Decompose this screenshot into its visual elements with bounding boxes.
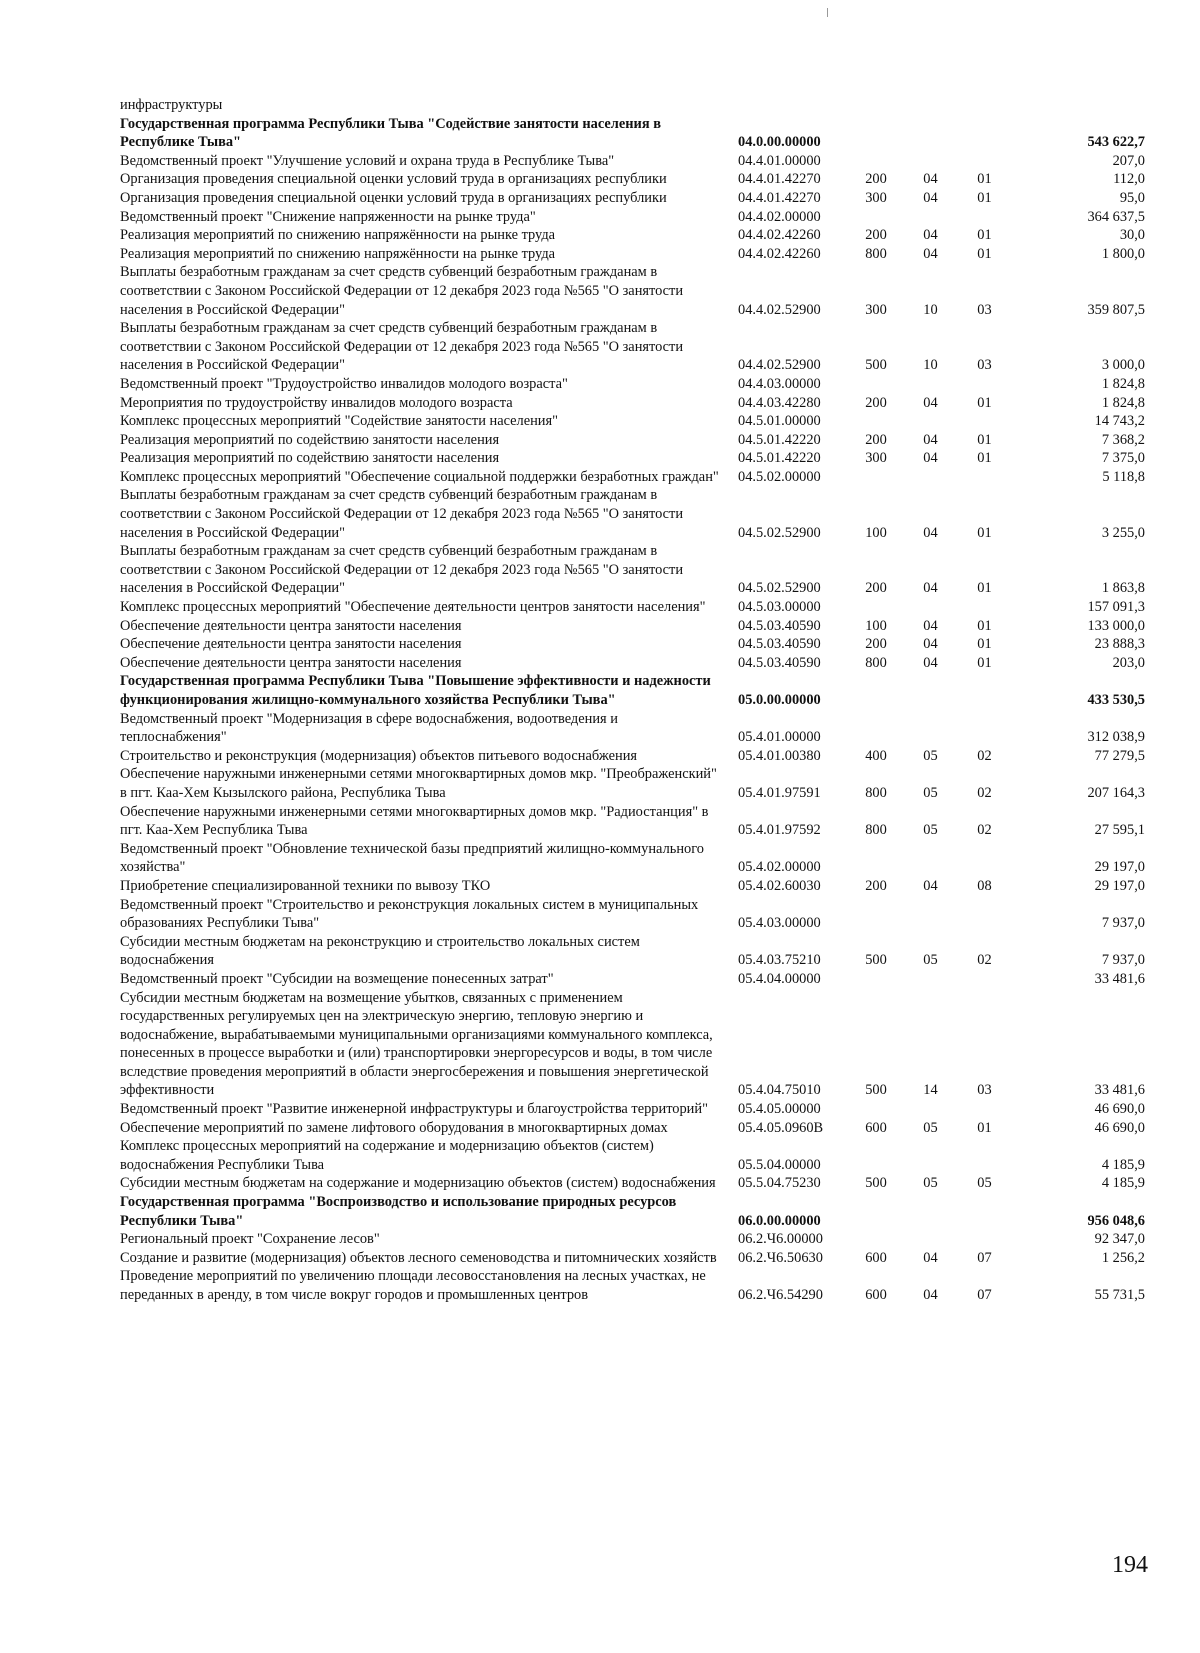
expense-type-cell: 800 (865, 784, 887, 801)
target-article-cell: 04.5.03.40590 (738, 617, 821, 634)
subsection-cell (956, 412, 1013, 431)
amount-cell: 33 481,6 (1094, 1082, 1145, 1099)
subsection-cell (956, 1137, 1013, 1174)
subsection-cell: 07 (977, 1287, 992, 1303)
section-cell (905, 1193, 956, 1230)
section-cell (905, 115, 956, 152)
subsection-cell (956, 208, 1013, 227)
table-row (120, 617, 1145, 636)
expense-type-cell: 800 (865, 822, 887, 839)
table-row (120, 598, 1145, 617)
expense-name-cell: Обеспечение наружными инженерными сетями многоквартирных домов мкр. "Преображенский" в пгт. Каа-Хем Кызылского района, Республика Тыва (120, 766, 717, 801)
expense-name-cell: Ведомственный проект "Строительство и реконструкция локальных систем в муниципальных образованиях Республики Тыва" (120, 896, 699, 932)
target-article-cell: 05.4.01.00380 (738, 747, 821, 764)
target-article-cell: 05.4.01.97591 (738, 784, 821, 801)
amount-cell: 7 375,0 (1101, 450, 1145, 467)
expense-name-cell: Комплекс процессных мероприятий "Обеспечение деятельности центров занятости населения" (120, 599, 706, 616)
target-article-cell: 04.5.01.42220 (738, 450, 821, 467)
amount-cell: 433 530,5 (1087, 692, 1145, 708)
target-article-cell: 04.4.03.00000 (738, 375, 821, 392)
amount-cell: 4 185,9 (1101, 1156, 1145, 1173)
expense-type-cell (847, 672, 905, 709)
expense-type-cell: 100 (865, 617, 887, 634)
amount-cell: 14 743,2 (1094, 413, 1145, 430)
table-row (120, 226, 1145, 245)
expense-name-cell: Комплекс процессных мероприятий "Содействие занятости населения" (120, 413, 559, 430)
section-cell: 04 (923, 450, 938, 467)
target-article-cell (729, 96, 847, 115)
target-article-cell: 05.5.04.75230 (738, 1175, 821, 1192)
table-row (120, 375, 1145, 394)
subsection-cell (956, 96, 1013, 115)
expense-type-cell (847, 1137, 905, 1174)
expense-type-cell: 200 (865, 394, 887, 411)
expense-name-cell: Строительство и реконструкция (модернизация) объектов питьевого водоснабжения (120, 747, 638, 764)
section-cell: 10 (923, 301, 938, 318)
expense-type-cell: 300 (865, 301, 887, 318)
subsection-cell: 07 (977, 1249, 992, 1266)
section-cell: 05 (923, 1175, 938, 1192)
table-row (120, 96, 1145, 115)
target-article-cell: 05.4.02.60030 (738, 877, 821, 894)
subsection-cell: 05 (977, 1175, 992, 1192)
expense-type-cell (847, 598, 905, 617)
expense-type-cell (847, 970, 905, 989)
amount-cell: 29 197,0 (1094, 859, 1145, 876)
section-cell: 04 (923, 877, 938, 894)
target-article-cell: 04.4.02.42260 (738, 227, 821, 244)
amount-cell: 1 863,8 (1101, 580, 1145, 597)
expense-type-cell (847, 1193, 905, 1230)
amount-cell: 95,0 (1119, 189, 1145, 206)
target-article-cell: 05.4.04.00000 (738, 970, 821, 987)
section-cell: 05 (923, 822, 938, 839)
expense-type-cell (847, 710, 905, 747)
expense-name-cell: Государственная программа Республики Тыва "Повышение эффективности и надежности функционирования жилищно-коммунального хозяйства Республики Тыва" (120, 673, 711, 708)
amount-cell: 4 185,9 (1101, 1175, 1145, 1192)
expense-name-cell: Ведомственный проект "Снижение напряженности на рынке труда" (120, 208, 536, 225)
amount-cell: 55 731,5 (1094, 1287, 1145, 1303)
amount-cell: 364 637,5 (1087, 208, 1145, 225)
expense-type-cell: 600 (865, 1287, 887, 1303)
expense-type-cell (847, 840, 905, 877)
subsection-cell (956, 970, 1013, 989)
subsection-cell (956, 1193, 1013, 1230)
section-cell (905, 1100, 956, 1119)
subsection-cell: 08 (977, 877, 992, 894)
section-cell (905, 840, 956, 877)
target-article-cell: 04.5.02.00000 (738, 468, 821, 485)
section-cell: 05 (923, 747, 938, 764)
amount-cell (1013, 96, 1145, 115)
table-row (120, 1267, 1145, 1304)
target-article-cell: 04.5.03.40590 (738, 654, 821, 671)
section-cell: 05 (923, 1119, 938, 1136)
expense-type-cell: 200 (865, 227, 887, 244)
subsection-cell: 01 (977, 245, 992, 262)
target-article-cell: 05.0.00.00000 (738, 692, 821, 708)
section-cell: 10 (923, 357, 938, 374)
target-article-cell: 05.4.04.75010 (738, 1082, 821, 1099)
target-article-cell: 04.5.03.40590 (738, 636, 821, 653)
subsection-cell (956, 672, 1013, 709)
target-article-cell: 06.0.00.00000 (738, 1212, 821, 1229)
table-row (120, 152, 1145, 171)
table-row (120, 431, 1145, 450)
section-cell (905, 710, 956, 747)
expense-type-cell: 300 (865, 189, 887, 206)
section-cell (905, 672, 956, 709)
expense-name-cell: Комплекс процессных мероприятий "Обеспечение социальной поддержки безработных граждан" (120, 468, 719, 485)
amount-cell: 46 690,0 (1094, 1101, 1145, 1118)
subsection-cell: 01 (977, 227, 992, 244)
expense-type-cell: 200 (865, 171, 887, 188)
expense-name-cell: Обеспечение деятельности центра занятости населения (120, 617, 462, 634)
section-cell (905, 970, 956, 989)
expense-type-cell: 500 (865, 952, 887, 969)
subsection-cell (956, 896, 1013, 933)
target-article-cell: 04.4.01.00000 (738, 152, 821, 169)
subsection-cell (956, 598, 1013, 617)
amount-cell: 27 595,1 (1094, 822, 1145, 839)
section-cell (905, 896, 956, 933)
table-row (120, 840, 1145, 877)
subsection-cell: 02 (977, 747, 992, 764)
table-row (120, 1193, 1145, 1230)
expense-type-cell (847, 115, 905, 152)
target-article-cell: 04.4.02.42260 (738, 245, 821, 262)
target-article-cell: 04.4.02.00000 (738, 208, 821, 225)
expense-name-cell: Реализация мероприятий по снижению напряжённости на рынке труда (120, 245, 556, 262)
amount-cell: 5 118,8 (1102, 468, 1145, 485)
section-cell: 04 (923, 171, 938, 188)
expense-type-cell: 100 (865, 524, 887, 541)
expense-name-cell: Реализация мероприятий по содействию занятости населения (120, 450, 500, 467)
amount-cell: 33 481,6 (1094, 970, 1145, 987)
expense-type-cell: 600 (865, 1249, 887, 1266)
section-cell: 04 (923, 394, 938, 411)
target-article-cell: 04.4.01.42270 (738, 171, 821, 188)
amount-cell: 133 000,0 (1087, 617, 1145, 634)
expense-name-cell: Выплаты безработным гражданам за счет средств субвенций безработным гражданам в соответствии с Законом Российской Федерации от 12 декабря 2023 года №565 "О занятости населения в Российской Федерации" (120, 320, 684, 374)
subsection-cell: 01 (977, 1119, 992, 1136)
section-cell: 04 (923, 431, 938, 448)
amount-cell: 7 368,2 (1101, 431, 1145, 448)
expense-name-cell: Обеспечение мероприятий по замене лифтового оборудования в многоквартирных домах (120, 1119, 668, 1136)
subsection-cell: 01 (977, 189, 992, 206)
amount-cell: 1 824,8 (1101, 394, 1145, 411)
table-row (120, 1230, 1145, 1249)
target-article-cell: 04.4.02.52900 (738, 301, 821, 318)
table-row (120, 896, 1145, 933)
budget-table-body (120, 96, 1145, 1305)
expense-name-cell: Ведомственный проект "Модернизация в сфере водоснабжения, водоотведения и теплоснабжения" (120, 710, 618, 746)
target-article-cell: 04.5.03.00000 (738, 599, 821, 616)
target-article-cell: 04.4.01.42270 (738, 189, 821, 206)
page-number: 194 (1112, 1552, 1148, 1578)
expense-name-cell: Выплаты безработным гражданам за счет средств субвенций безработным гражданам в соответствии с Законом Российской Федерации от 12 декабря 2023 года №565 "О занятости населения в Российской Федерации" (120, 487, 684, 541)
budget-table (120, 96, 1145, 1305)
expense-name-cell: Проведение мероприятий по увеличению площади лесовосстановления на лесных участках, не переданных в аренду, в том числе вокруг городов и промышленных центров (120, 1268, 706, 1303)
table-row (120, 1119, 1145, 1138)
table-row (120, 115, 1145, 152)
amount-cell: 3 255,0 (1101, 524, 1145, 541)
expense-type-cell: 200 (865, 431, 887, 448)
subsection-cell: 02 (977, 784, 992, 801)
expense-type-cell: 200 (865, 877, 887, 894)
subsection-cell (956, 115, 1013, 152)
section-cell (905, 1230, 956, 1249)
expense-name-cell: Выплаты безработным гражданам за счет средств субвенций безработным гражданам в соответствии с Законом Российской Федерации от 12 декабря 2023 года №565 "О занятости населения в Российской Федерации" (120, 543, 684, 597)
section-cell: 14 (923, 1082, 938, 1099)
expense-type-cell (847, 896, 905, 933)
table-row (120, 263, 1145, 319)
subsection-cell: 02 (977, 822, 992, 839)
section-cell (905, 598, 956, 617)
target-article-cell: 05.4.01.97592 (738, 822, 821, 839)
section-cell (905, 468, 956, 487)
amount-cell: 112,0 (1113, 171, 1145, 188)
expense-name-cell: Субсидии местным бюджетам на возмещение убытков, связанных с применением государственных регулируемых цен на электрическую энергию, тепловую энергию и водоснабжение, вырабатываемыми муниципальными организациями коммунального комплекса, понесенных в процессе выработки и (или) транспортировки энергоресурсов и воды, в том числе вследствие проведения мероприятий в области энергосбережения и повышения энергетической эффективности (120, 989, 713, 1099)
amount-cell: 92 347,0 (1094, 1231, 1145, 1248)
target-article-cell: 06.2.Ч6.50630 (738, 1249, 823, 1266)
subsection-cell: 01 (977, 617, 992, 634)
amount-cell: 7 937,0 (1101, 915, 1145, 932)
expense-type-cell: 500 (865, 1082, 887, 1099)
amount-cell: 1 800,0 (1101, 245, 1145, 262)
target-article-cell: 05.5.04.00000 (738, 1156, 821, 1173)
section-cell: 04 (923, 1287, 938, 1303)
subsection-cell (956, 468, 1013, 487)
subsection-cell: 03 (977, 301, 992, 318)
target-article-cell: 04.5.01.42220 (738, 431, 821, 448)
expense-type-cell: 500 (865, 357, 887, 374)
section-cell: 04 (923, 227, 938, 244)
subsection-cell: 01 (977, 636, 992, 653)
expense-type-cell: 600 (865, 1119, 887, 1136)
target-article-cell: 05.4.02.00000 (738, 859, 821, 876)
subsection-cell: 01 (977, 171, 992, 188)
amount-cell: 1 824,8 (1101, 375, 1145, 392)
expense-name-cell: Мероприятия по трудоустройству инвалидов молодого возраста (120, 394, 513, 411)
subsection-cell: 02 (977, 952, 992, 969)
target-article-cell: 05.4.03.75210 (738, 952, 821, 969)
expense-type-cell: 200 (865, 636, 887, 653)
expense-type-cell: 800 (865, 245, 887, 262)
subsection-cell: 01 (977, 654, 992, 671)
table-row (120, 394, 1145, 413)
amount-cell: 203,0 (1112, 654, 1145, 671)
target-article-cell: 04.4.03.42280 (738, 394, 821, 411)
expense-name-cell: Региональный проект "Сохранение лесов" (120, 1231, 380, 1248)
amount-cell: 46 690,0 (1094, 1119, 1145, 1136)
amount-cell: 207 164,3 (1087, 784, 1145, 801)
expense-type-cell: 300 (865, 450, 887, 467)
expense-type-cell (847, 412, 905, 431)
table-row (120, 1100, 1145, 1119)
target-article-cell: 04.4.02.52900 (738, 357, 821, 374)
expense-type-cell: 500 (865, 1175, 887, 1192)
table-row (120, 933, 1145, 970)
target-article-cell: 04.5.02.52900 (738, 524, 821, 541)
table-row (120, 654, 1145, 673)
table-row (120, 635, 1145, 654)
subsection-cell: 01 (977, 450, 992, 467)
expense-name-cell: Организация проведения специальной оценки условий труда в организациях республики (120, 171, 667, 188)
section-cell: 04 (923, 1249, 938, 1266)
table-row (120, 170, 1145, 189)
subsection-cell (956, 1100, 1013, 1119)
table-row (120, 672, 1145, 709)
expense-name-cell: Создание и развитие (модернизация) объектов лесного семеноводства и питомнических хозяйств (120, 1249, 717, 1266)
table-row (120, 542, 1145, 598)
amount-cell: 7 937,0 (1101, 952, 1145, 969)
section-cell: 05 (923, 784, 938, 801)
table-row (120, 765, 1145, 802)
expense-name-cell: Субсидии местным бюджетам на реконструкцию и строительство локальных систем водоснабжения (120, 933, 640, 969)
table-row (120, 1249, 1145, 1268)
target-article-cell: 04.5.02.52900 (738, 580, 821, 597)
table-row (120, 319, 1145, 375)
expense-name-cell: Обеспечение деятельности центра занятости населения (120, 636, 462, 653)
section-cell: 05 (923, 952, 938, 969)
subsection-cell: 01 (977, 524, 992, 541)
target-article-cell: 05.4.01.00000 (738, 729, 821, 746)
expense-name-cell: Выплаты безработным гражданам за счет средств субвенций безработным гражданам в соответствии с Законом Российской Федерации от 12 декабря 2023 года №565 "О занятости населения в Российской Федерации" (120, 264, 684, 318)
expense-name-cell: Ведомственный проект "Обновление технической базы предприятий жилищно-коммунального хозяйства" (120, 840, 704, 876)
expense-type-cell (847, 208, 905, 227)
expense-name-cell: Приобретение специализированной техники по вывозу ТКО (120, 877, 491, 894)
amount-cell: 157 091,3 (1087, 599, 1145, 616)
section-cell (905, 96, 956, 115)
expense-name-cell: Обеспечение деятельности центра занятости населения (120, 654, 462, 671)
target-article-cell: 06.2.Ч6.54290 (738, 1287, 823, 1303)
table-row (120, 1137, 1145, 1174)
expense-type-cell: 200 (865, 580, 887, 597)
expense-name-cell: Ведомственный проект "Улучшение условий и охрана труда в Республике Тыва" (120, 152, 615, 169)
target-article-cell: 04.5.01.00000 (738, 413, 821, 430)
subsection-cell: 03 (977, 1082, 992, 1099)
subsection-cell: 01 (977, 394, 992, 411)
expense-name-cell: Реализация мероприятий по содействию занятости населения (120, 431, 500, 448)
expense-name-cell: Организация проведения специальной оценки условий труда в организациях республики (120, 189, 667, 206)
amount-cell: 29 197,0 (1094, 877, 1145, 894)
target-article-cell: 06.2.Ч6.00000 (738, 1231, 823, 1248)
expense-type-cell (847, 1230, 905, 1249)
section-cell: 04 (923, 617, 938, 634)
amount-cell: 207,0 (1112, 152, 1145, 169)
subsection-cell (956, 1230, 1013, 1249)
amount-cell: 30,0 (1119, 227, 1145, 244)
amount-cell: 1 256,2 (1101, 1249, 1145, 1266)
table-row (120, 877, 1145, 896)
target-article-cell: 04.0.00.00000 (738, 134, 821, 151)
subsection-cell (956, 840, 1013, 877)
section-cell: 04 (923, 189, 938, 206)
section-cell: 04 (923, 654, 938, 671)
amount-cell: 543 622,7 (1087, 134, 1145, 151)
expense-name-cell: Государственная программа "Воспроизводство и использование природных ресурсов Республики Тыва" (120, 1194, 677, 1229)
table-row (120, 486, 1145, 542)
table-row (120, 710, 1145, 747)
expense-name-cell: инфраструктуры (120, 97, 223, 113)
expense-type-cell: 400 (865, 747, 887, 764)
amount-cell: 77 279,5 (1094, 747, 1145, 764)
table-row (120, 412, 1145, 431)
expense-type-cell (847, 152, 905, 171)
table-row (120, 449, 1145, 468)
table-row (120, 747, 1145, 766)
section-cell: 04 (923, 245, 938, 262)
expense-name-cell: Реализация мероприятий по снижению напряжённости на рынке труда (120, 227, 556, 244)
table-row (120, 970, 1145, 989)
expense-type-cell: 800 (865, 654, 887, 671)
subsection-cell: 01 (977, 431, 992, 448)
expense-type-cell (847, 1100, 905, 1119)
expense-type-cell (847, 96, 905, 115)
subsection-cell (956, 710, 1013, 747)
section-cell (905, 1137, 956, 1174)
section-cell (905, 152, 956, 171)
expense-name-cell: Ведомственный проект "Развитие инженерной инфраструктуры и благоустройства территорий" (120, 1101, 708, 1118)
section-cell (905, 412, 956, 431)
expense-name-cell: Ведомственный проект "Субсидии на возмещение понесенных затрат" (120, 970, 554, 987)
table-row (120, 245, 1145, 264)
amount-cell: 359 807,5 (1087, 301, 1145, 318)
scan-mark (827, 8, 828, 17)
target-article-cell: 05.4.03.00000 (738, 915, 821, 932)
expense-name-cell: Комплекс процессных мероприятий на содержание и модернизацию объектов (систем) водоснабжения Республики Тыва (120, 1138, 654, 1173)
section-cell: 04 (923, 636, 938, 653)
table-row (120, 803, 1145, 840)
section-cell (905, 208, 956, 227)
target-article-cell: 05.4.05.0960В (738, 1119, 824, 1136)
table-row (120, 189, 1145, 208)
amount-cell: 956 048,6 (1087, 1212, 1145, 1229)
table-row (120, 468, 1145, 487)
table-row (120, 989, 1145, 1101)
amount-cell: 3 000,0 (1101, 357, 1145, 374)
table-row (120, 1174, 1145, 1193)
expense-type-cell (847, 468, 905, 487)
subsection-cell: 03 (977, 357, 992, 374)
table-row (120, 208, 1145, 227)
expense-name-cell: Обеспечение наружными инженерными сетями многоквартирных домов мкр. "Радиостанция" в пгт. Каа-Хем Республика Тыва (120, 803, 709, 839)
subsection-cell (956, 152, 1013, 171)
amount-cell: 312 038,9 (1087, 729, 1145, 746)
subsection-cell (956, 375, 1013, 394)
section-cell: 04 (923, 580, 938, 597)
expense-name-cell: Субсидии местным бюджетам на содержание и модернизацию объектов (систем) водоснабжения (120, 1175, 716, 1192)
expense-name-cell: Ведомственный проект "Трудоустройство инвалидов молодого возраста" (120, 375, 568, 392)
amount-cell: 23 888,3 (1094, 636, 1145, 653)
expense-type-cell (847, 375, 905, 394)
target-article-cell: 05.4.05.00000 (738, 1101, 821, 1118)
expense-name-cell: Государственная программа Республики Тыва "Содействие занятости населения в Республике Тыва" (120, 115, 661, 151)
section-cell: 04 (923, 524, 938, 541)
subsection-cell: 01 (977, 580, 992, 597)
section-cell (905, 375, 956, 394)
